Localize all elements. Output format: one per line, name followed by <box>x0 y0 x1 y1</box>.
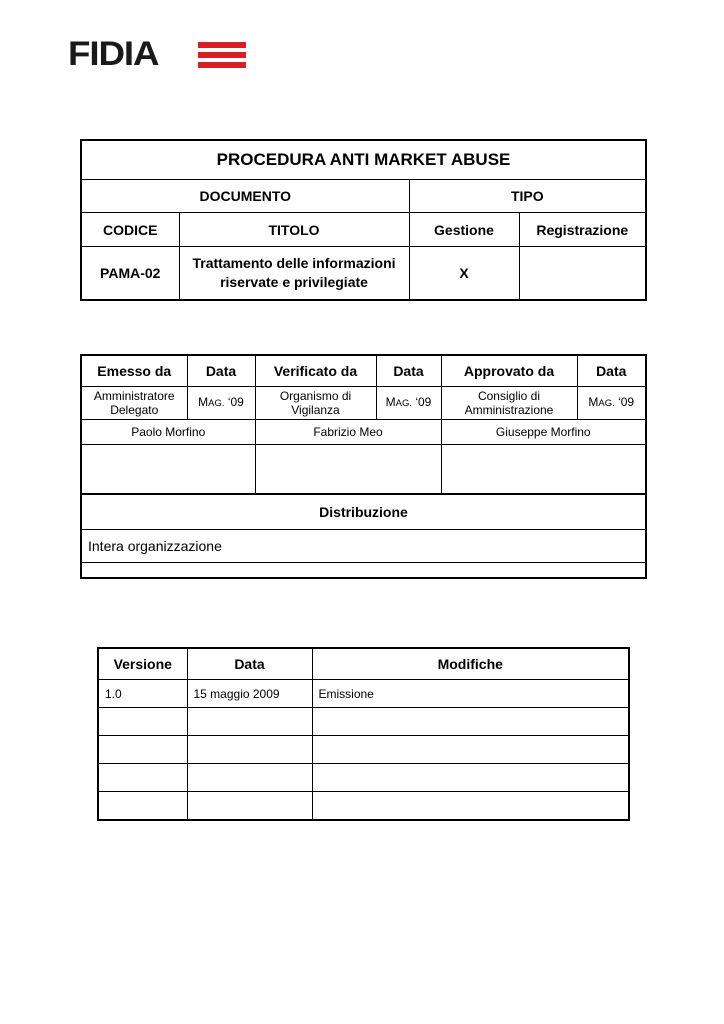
versione-cell <box>98 764 187 792</box>
versione-cell: 1.0 <box>98 680 187 708</box>
modifiche-header: Modifiche <box>312 648 629 680</box>
approvato-signature <box>441 445 646 495</box>
data-header: Data <box>577 355 646 387</box>
table-row <box>98 708 629 736</box>
distribuzione-label: Distribuzione <box>81 494 646 530</box>
logo-bars <box>198 42 246 68</box>
emesso-name: Paolo Morfino <box>81 420 255 445</box>
document-title: PROCEDURA ANTI MARKET ABUSE <box>81 140 646 180</box>
registrazione-label: Registrazione <box>519 213 646 247</box>
versione-cell <box>98 736 187 764</box>
logo-bar <box>198 42 246 48</box>
table-row <box>98 680 629 708</box>
codice-label: CODICE <box>81 213 179 247</box>
modifiche-cell <box>312 764 629 792</box>
blank-row <box>81 563 646 579</box>
approvato-role: Consiglio di Amministrazione <box>441 387 577 420</box>
company-logo <box>68 35 248 73</box>
emesso-role: Amministratore Delegato <box>81 387 187 420</box>
version-table <box>97 647 630 821</box>
data-cell <box>187 736 312 764</box>
emesso-da-header: Emesso da <box>81 355 187 387</box>
verificato-name: Fabrizio Meo <box>255 420 441 445</box>
emesso-date: MAG. ‘09 <box>187 387 255 420</box>
gestione-value: X <box>409 247 519 301</box>
emesso-signature <box>81 445 255 495</box>
modifiche-cell: Emissione <box>312 680 629 708</box>
registrazione-value <box>519 247 646 301</box>
approvato-da-header: Approvato da <box>441 355 577 387</box>
verificato-date: MAG. ‘09 <box>376 387 441 420</box>
titolo-value: Trattamento delle informazioni riservate e privilegiate <box>179 247 409 301</box>
data-cell <box>187 764 312 792</box>
data-cell <box>187 708 312 736</box>
data-cell: 15 maggio 2009 <box>187 680 312 708</box>
data-header: Data <box>187 648 312 680</box>
verificato-signature <box>255 445 441 495</box>
verificato-role: Organismo di Vigilanza <box>255 387 376 420</box>
modifiche-cell <box>312 736 629 764</box>
logo-bar <box>198 52 246 58</box>
data-cell <box>187 792 312 821</box>
table-row <box>98 764 629 792</box>
approvato-date: MAG. ‘09 <box>577 387 646 420</box>
modifiche-cell <box>312 792 629 821</box>
titolo-label: TITOLO <box>179 213 409 247</box>
logo-bar <box>198 62 246 68</box>
codice-value: PAMA-02 <box>81 247 179 301</box>
modifiche-cell <box>312 708 629 736</box>
approvato-name: Giuseppe Morfino <box>441 420 646 445</box>
document-info-table <box>80 139 647 301</box>
data-header: Data <box>376 355 441 387</box>
gestione-label: Gestione <box>409 213 519 247</box>
verificato-da-header: Verificato da <box>255 355 376 387</box>
documento-label: DOCUMENTO <box>81 180 409 213</box>
approval-table <box>80 354 647 579</box>
versione-cell <box>98 708 187 736</box>
versione-cell <box>98 792 187 821</box>
logo-text: FIDIA <box>68 35 159 73</box>
table-row <box>98 792 629 821</box>
tipo-label: TIPO <box>409 180 646 213</box>
versione-header: Versione <box>98 648 187 680</box>
distribuzione-value: Intera organizzazione <box>81 530 646 563</box>
data-header: Data <box>187 355 255 387</box>
table-row <box>98 736 629 764</box>
